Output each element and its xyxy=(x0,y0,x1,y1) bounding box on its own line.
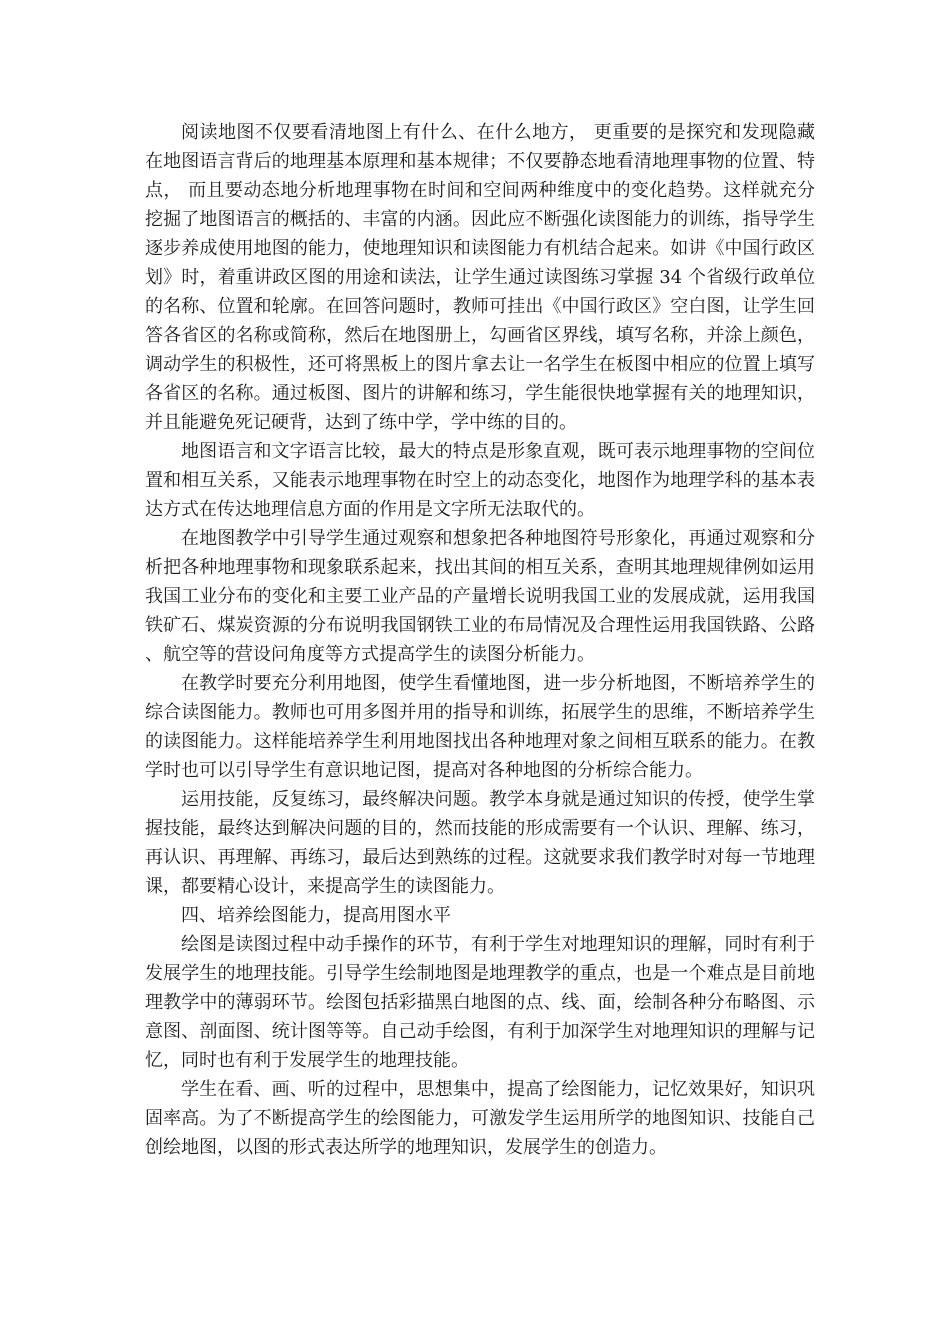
section-heading: 四、培养绘图能力，提高用图水平 xyxy=(181,905,451,926)
paragraph-drawing: 绘图是读图过程中动手操作的环节，有利于学生对地理知识的理解，同时有利于发展学生的地理技能。引导学生绘制地图是地理教学的重点，也是一个难点是目前地理教学中的薄弱环节。绘图包括彩描黑白地图的点、线、面，绘制各种分布略图、示意图、剖面图、统计图等等。自己动手绘图，有利于加深学生对地理知识的理解与记忆，同时也有利于发展学生的地理技能。 xyxy=(145,934,815,1071)
paragraph-teaching-use: 在教学时要充分利用地图，使学生看懂地图，进一步分析地图，不断培养学生的综合读图能力。教师也可用多图并用的指导和训练，拓展学生的思维，不断培养学生的读图能力。这样能培养学生利用地图找出各种地理对象之间相互联系的能力。在教学时也可以引导学生有意识地记图，提高对各种地图的分析综合能力。 xyxy=(145,673,815,781)
paragraph-creativity: 学生在看、画、听的过程中，思想集中，提高了绘图能力，记忆效果好，知识巩固率高。为了不断提高学生的绘图能力，可激发学生运用所学的地图知识、技能自己创绘地图，以图的形式表达所学的地理知识，发展学生的创造力。 xyxy=(145,1079,815,1158)
paragraph-map-language: 地图语言和文字语言比较，最大的特点是形象直观，既可表示地理事物的空间位置和相互关系，又能表示地理事物在时空上的动态变化，地图作为地理学科的基本表达方式在传达地理信息方面的作用是文字所无法取代的。 xyxy=(145,441,815,520)
paragraph-map-teaching: 在地图教学中引导学生通过观察和想象把各种地图符号形象化，再通过观察和分析把各种地理事物和现象联系起来，找出其间的相互关系，查明其地理规律例如运用我国工业分布的变化和主要工业产品的产量增长说明我国工业的发展成就，运用我国铁矿石、煤炭资源的分布说明我国钢铁工业的布局情况及合理性运用我国铁路、公路、航空等的营设问角度等方式提高学生的读图分析能力。 xyxy=(145,528,815,665)
paragraph-skills-practice: 运用技能，反复练习，最终解决问题。教学本身就是通过知识的传授，使学生掌握技能，最终达到解决问题的目的，然而技能的形成需要有一个认识、理解、练习，再认识、再理解、再练习，最后达到熟练的过程。这就要求我们教学时对每一节地理课，都要精心设计，来提高学生的读图能力。 xyxy=(145,789,815,897)
document-body xyxy=(145,118,815,1162)
paragraph-map-reading: 阅读地图不仅要看清地图上有什么、在什么地方， 更重要的是探究和发现隐藏在地图语言背后的地理基本原理和基本规律；不仅要静态地看清地理事物的位置、特点， 而且要动态地分析地理事物在时间和空间两种维度中的变化趋势。这样就充分挖掘了地图语言的概括的、丰富的内涵。因此应不断强化读图能力的训练，指导学生逐步养成使用地图的能力，使地理知识和读图能力有机结合起来。如讲《中国行政区划》时，着重讲政区图的用途和读法，让学生通过读图练习掌握 34 个省级行政单位的名称、位置和轮廓。在回答问题时，教师可挂出《中国行政区》空白图，让学生回答各省区的名称或简称，然后在地图册上，勾画省区界线，填写名称，并涂上颜色，调动学生的积极性，还可将黑板上的图片拿去让一名学生在板图中相应的位置上填写各省区的名称。通过板图、图片的讲解和练习，学生能很快地掌握有关的地理知识，并且能避免死记硬背，达到了练中学，学中练的目的。 xyxy=(145,122,815,433)
